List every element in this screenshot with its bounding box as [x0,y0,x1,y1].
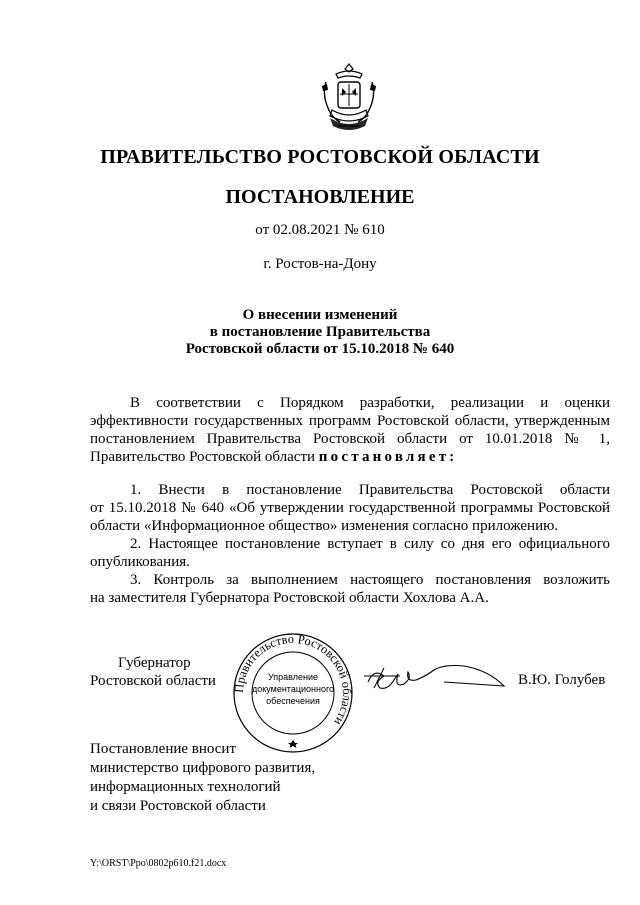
stamp-inner-line: Управление [267,672,319,682]
item-line: 3. Контроль за выполнением настоящего постановления возложить [130,572,610,588]
document-city: г. Ростов-на-Дону [263,256,377,272]
preamble-paragraph [90,394,610,466]
signer-name: В.Ю. Голубев [518,672,606,688]
decree-item-3 [90,571,610,607]
signer-position-line: Ростовской области [90,673,216,689]
item-line: 2. Настоящее постановление вступает в силу со дня его официального [130,536,610,552]
preamble-line: постановлением Правительства Ростовской области от 10.01.2018 № 1, [90,431,610,447]
signer-position-line: Губернатор [118,655,191,671]
official-stamp [230,632,356,754]
item-line: опубликования. [90,554,190,570]
stamp-inner-line: документационного [251,684,335,694]
coat-of-arms-icon [318,60,380,134]
stamp-inner-line: обеспечения [266,696,320,706]
subject-line: в постановление Правительства [209,324,431,340]
handwritten-signature [360,658,510,698]
item-line: на заместителя Губернатора Ростовской области Хохлова А.А. [90,590,489,606]
preamble-line [90,448,610,466]
document-date-number: от 02.08.2021 № 610 [255,222,385,238]
subject-line: Ростовской области от 15.10.2018 № 640 [185,341,455,357]
introduced-by-line: информационных технологий [90,779,281,795]
preamble-line: В соответствии с Порядком разработки, реализации и оценки [130,395,610,411]
government-title: ПРАВИТЕЛЬСТВО РОСТОВСКОЙ ОБЛАСТИ [100,146,540,168]
file-path: Y:\ORST\Ppo\0802p610.f21.docx [90,858,227,869]
introduced-by [90,740,315,816]
introduced-by-line: министерство цифрового развития, [90,760,316,776]
decree-item-2 [90,535,610,571]
item-line: области «Информационное общество» изменения согласно приложению. [90,518,559,534]
decree-word: постановляет: [318,449,458,465]
subject-line: О внесении изменений [242,307,398,323]
preamble-line: эффективности государственных программ Ростовской области, утвержденным [90,413,610,429]
introduced-by-line: Постановление вносит [90,741,237,757]
preamble-last-prefix: Правительство Ростовской области [90,449,316,465]
signer-position [90,654,216,690]
stamp-outer-text: Правительство Ростовской области [231,632,355,728]
document-type: ПОСТАНОВЛЕНИЕ [225,186,415,208]
item-line: от 15.10.2018 № 640 «Об утверждении государственной программы Ростовской [90,500,610,516]
document-subject [0,307,640,358]
introduced-by-line: и связи Ростовской области [90,798,266,814]
item-line: 1. Внести в постановление Правительства Ростовской области [130,482,610,498]
decree-item-1 [90,481,610,535]
